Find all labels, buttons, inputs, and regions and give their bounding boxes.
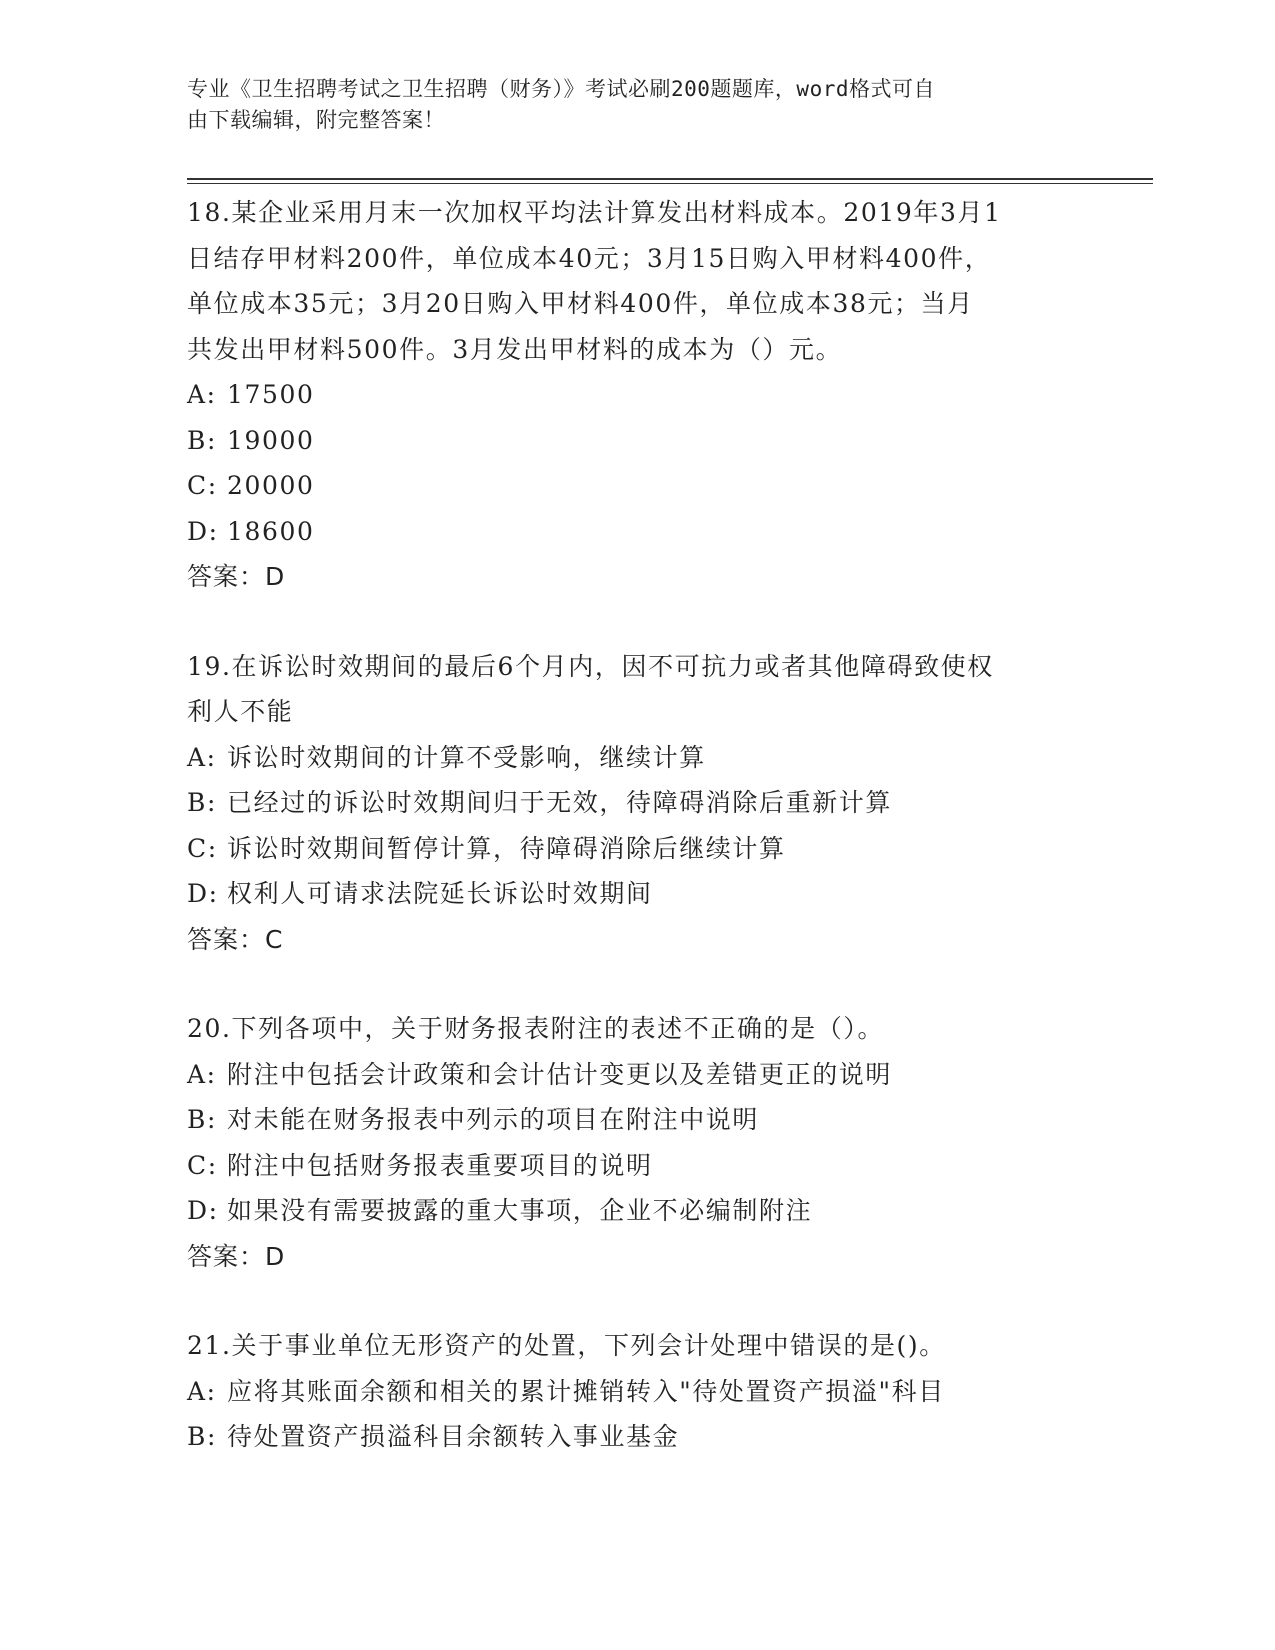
- question-text-line: 单位成本35元；3月20日购入甲材料400件，单位成本38元；当月: [187, 289, 974, 318]
- option-b: B: 19000: [187, 425, 315, 455]
- question-text-line: 21.关于事业单位无形资产的处置，下列会计处理中错误的是()。: [187, 1331, 946, 1360]
- option-b: B: 对未能在财务报表中列示的项目在附注中说明: [187, 1105, 760, 1134]
- answer-line: 答案：C: [187, 924, 284, 954]
- question-text-line: 18.某企业采用月末一次加权平均法计算发出材料成本。2019年3月1: [187, 198, 1002, 227]
- document-header: [187, 74, 1067, 136]
- option-b: B: 已经过的诉讼时效期间归于无效，待障碍消除后重新计算: [187, 788, 893, 817]
- option-d: D: 18600: [187, 516, 315, 546]
- question-list: [187, 190, 1087, 1460]
- option-a: A: 附注中包括会计政策和会计估计变更以及差错更正的说明: [187, 1059, 893, 1089]
- header-line-2: 由下载编辑，附完整答案！: [187, 108, 445, 132]
- option-a: A: 17500: [187, 380, 315, 409]
- header-divider-thin: [187, 183, 1153, 184]
- header-line-1: 专业《卫生招聘考试之卫生招聘（财务）》考试必刷200题题库，word格式可自: [187, 77, 935, 101]
- question-19: [187, 644, 1087, 963]
- question-18: [187, 190, 1087, 600]
- question-21: [187, 1323, 1087, 1460]
- option-c: C: 附注中包括财务报表重要项目的说明: [187, 1150, 653, 1180]
- header-divider-thick: [187, 178, 1153, 180]
- option-a: A: 诉讼时效期间的计算不受影响，继续计算: [187, 742, 706, 772]
- question-text-line: 19.在诉讼时效期间的最后6个月内，因不可抗力或者其他障碍致使权: [187, 651, 994, 681]
- question-text-line: 20.下列各项中，关于财务报表附注的表述不正确的是（）。: [187, 1014, 885, 1043]
- question-text-line: 利人不能: [187, 697, 294, 726]
- question-text-line: 日结存甲材料200件，单位成本40元；3月15日购入甲材料400件，: [187, 243, 992, 273]
- question-text-line: 共发出甲材料500件。3月发出甲材料的成本为（）元。: [187, 334, 843, 364]
- option-d: D: 权利人可请求法院延长诉讼时效期间: [187, 879, 653, 908]
- option-d: D: 如果没有需要披露的重大事项，企业不必编制附注: [187, 1196, 813, 1225]
- question-20: [187, 1006, 1087, 1279]
- answer-line: 答案：D: [187, 1241, 286, 1271]
- option-b: B: 待处置资产损溢科目余额转入事业基金: [187, 1422, 680, 1451]
- option-a: A: 应将其账面余额和相关的累计摊销转入"待处置资产损溢"科目: [187, 1376, 945, 1406]
- option-c: C: 诉讼时效期间暂停计算，待障碍消除后继续计算: [187, 833, 786, 863]
- option-c: C: 20000: [187, 471, 315, 500]
- answer-line: 答案：D: [187, 562, 286, 591]
